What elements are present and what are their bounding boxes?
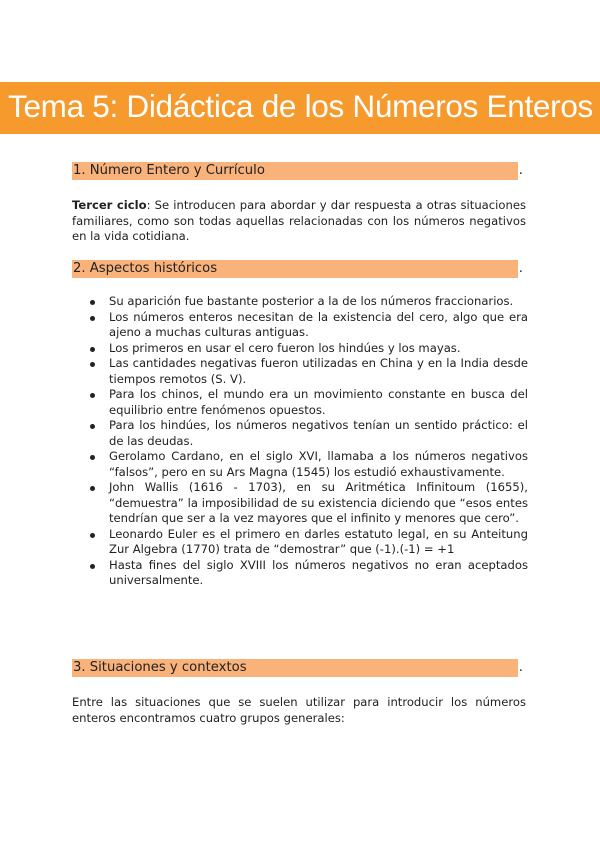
list-item: John Wallis (1616 - 1703), en su Aritmética Infinitoum (1655), “demuestra” la imposibilidad de su existencia diciendo que “esos entes tendrían que ser a la vez mayores que el infinito y menores que cero”. (72, 480, 528, 527)
list-item: Su aparición fue bastante posterior a la de los números fraccionarios. (72, 294, 528, 310)
bullet-icon (90, 424, 95, 429)
bullet-icon (90, 362, 95, 367)
section-heading-text: 1. Número Entero y Currículo (73, 163, 265, 178)
section-heading-situaciones (72, 659, 523, 677)
list-item: Gerolamo Cardano, en el siglo XVI, llamaba a los números negativos “falsos”, pero en su Ars Magna (1545) los estudió exhaustivamente. (72, 449, 528, 480)
list-item: Leonardo Euler es el primero en darles estatuto legal, en su Anteitung Zur Algebra (1770) trata de “demostrar” que (-1).(-1) = +1 (72, 527, 528, 558)
section-heading-curriculo (72, 162, 523, 180)
section-heading-text: 2. Aspectos históricos (73, 261, 218, 276)
heading-dot: . (518, 660, 523, 675)
bullet-icon (90, 533, 95, 538)
curriculo-paragraph (72, 198, 526, 245)
history-bullet-list (72, 294, 528, 589)
list-item: Los números enteros necesitan de la existencia del cero, algo que era ajeno a muchas culturas antiguas. (72, 310, 528, 341)
curriculo-text: : Se introducen para abordar y dar respuesta a otras situaciones familiares, como son todas aquellas relacionadas con los números negativos en la vida cotidiana. (72, 198, 526, 243)
bullet-icon (90, 347, 95, 352)
bullet-icon (90, 455, 95, 460)
list-item: Para los hindúes, los números negativos tenían un sentido práctico: el de las deudas. (72, 418, 528, 449)
tercer-ciclo-label: Tercer ciclo (72, 198, 147, 212)
title-banner (0, 82, 600, 134)
heading-dot: . (518, 261, 523, 276)
bullet-icon (90, 486, 95, 491)
section-heading-historicos (72, 260, 523, 278)
section-heading-text: 3. Situaciones y contextos (73, 660, 247, 675)
page-title: Tema 5: Didáctica de los Números Enteros (8, 88, 594, 124)
bullet-icon (90, 300, 95, 305)
bullet-icon (90, 393, 95, 398)
bullet-icon (90, 316, 95, 321)
list-item: Los primeros en usar el cero fueron los hindúes y los mayas. (72, 341, 528, 357)
bullet-icon (90, 564, 95, 569)
list-item: Para los chinos, el mundo era un movimiento constante en busca del equilibrio entre fenómenos opuestos. (72, 387, 528, 418)
heading-dot: . (518, 163, 523, 178)
list-item: Hasta fines del siglo XVIII los números negativos no eran aceptados universalmente. (72, 558, 528, 589)
list-item: Las cantidades negativas fueron utilizadas en China y en la India desde tiempos remotos (S. V). (72, 356, 528, 387)
situaciones-paragraph: Entre las situaciones que se suelen utilizar para introducir los números enteros encontramos cuatro grupos generales: (72, 695, 526, 725)
